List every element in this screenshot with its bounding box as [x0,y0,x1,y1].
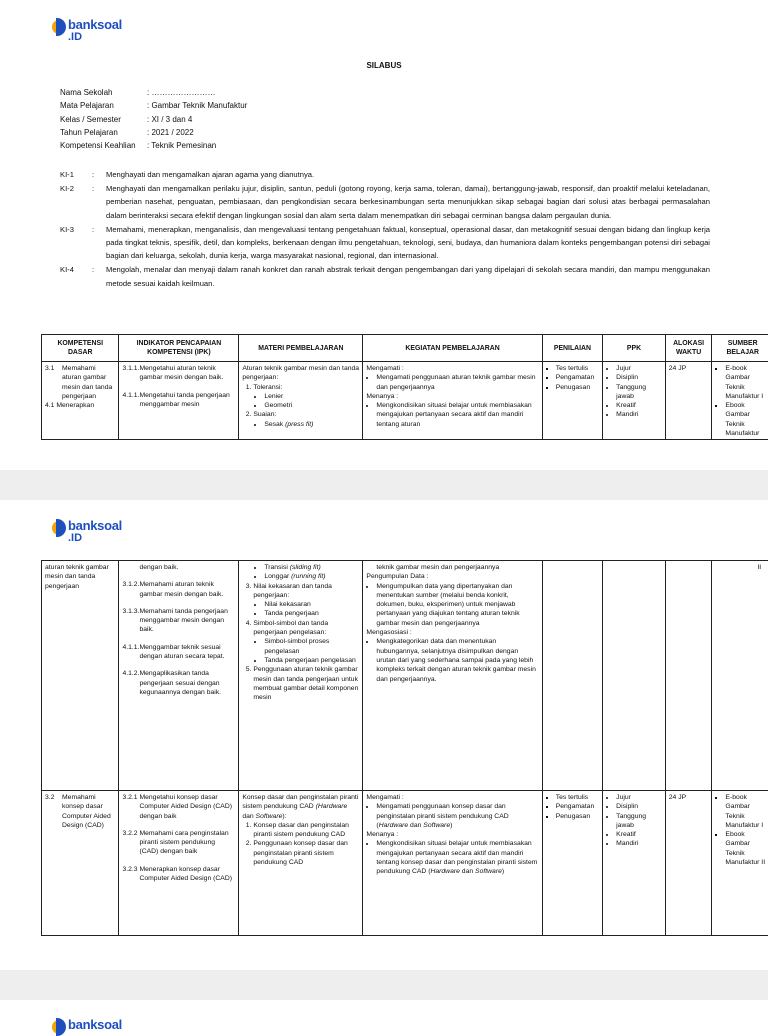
kd-text: Memahami konsep dasar Computer Aided Design (CAD) [62,793,115,830]
ki-code: KI-1 [60,168,92,181]
materi-subitem: • Simbol-simbol proses pengelasan [264,637,359,656]
ipk-number: 4.1.2. [122,669,139,697]
banksoal-logo [52,519,122,544]
header-ppk: PPK [603,335,666,362]
penilaian-item: ▪ Penugasan [556,812,599,821]
materi-item: Suaian: [253,411,276,418]
sumber-item: ▪ E-book Gambar Teknik Manufaktur I [725,793,768,830]
header-sumber: SUMBER BELAJAR [712,335,768,362]
ki-code: KI-2 [60,182,92,222]
materi-item: 5. Penggunaan aturan teknik gambar mesin dan tanda pengerjaan untuk membuat gambar detail komponen mesin [253,665,359,702]
kegiatan-heading: Mengamati : [366,364,538,373]
kegiatan-italic: Hardware [430,868,459,875]
penilaian-item: ▪ Penugasan [556,383,599,392]
materi-subitem-italic: (running fit) [291,573,325,580]
document-page-2 [0,500,768,970]
kegiatan-item: • Mengkategorikan data dan menentukan hubungannya, selanjutnya disimpulkan dengan urutan dari yang sederhana sampai pada yang lebih kompleks terkait dengan aturan teknik gambar mesin dan pengerjaannya. [376,637,538,683]
alokasi-waktu: 24 JP [669,364,709,437]
kegiatan-heading: Mengamati : [366,793,538,802]
materi-intro: Konsep dasar dan penginstalan piranti sistem pendukung CAD [242,794,358,810]
materi-subitem: Transisi [264,564,288,571]
table-row [42,362,768,440]
ppk-item: • Mandiri [616,839,662,848]
syllabus-table [41,334,768,440]
meta-key: Nama Sekolah [60,88,147,97]
ppk-item: • Kreatif [616,401,662,410]
kegiatan-and: dan [408,822,423,829]
sumber-item: ▪ E-book Gambar Teknik Manufaktur I [725,364,768,401]
header-kegiatan: KEGIATAN PEMBELAJARAN [363,335,542,362]
banksoal-logo-icon [52,1018,66,1036]
sumber-item: ▪ Ebook Gambar Teknik Manufaktur [725,401,768,437]
kegiatan-heading: Menanya : [366,392,538,401]
kegiatan-italic: Software [475,868,502,875]
meta-value: : Gambar Teknik Manufaktur [147,101,247,110]
logo-subtext: .ID [68,533,122,544]
meta-value: : Teknik Pemesinan [147,141,216,150]
materi-item: 1. Konsep dasar dan penginstalan piranti sistem pendukung CAD [253,821,359,840]
meta-key: Kompetensi Keahlian [60,141,147,150]
materi-subitem: Sesak [264,421,283,428]
kegiatan-item: • Mengumpulkan data yang dipertanyakan dan menentukan sumber (melalui benda konkrit, dokumen, buku, eksperimen) untuk menjawab pertanyaan yang diajukan tentang aturan teknik gambar mesin dan pengerjaannya [376,582,538,628]
materi-subitem-italic: (press fit) [285,421,313,428]
sumber-item: II [715,563,768,788]
table-row [42,791,768,936]
ipk-text: Memahami cara penginstalan piranti sistem pendukung (CAD) dengan baik [139,829,235,857]
header-penilaian: PENILAIAN [542,335,602,362]
ipk-text: Mengetahui konsep dasar Computer Aided Design (CAD) dengan baik [139,793,235,821]
kegiatan-item: • Mengamati penggunaan aturan teknik gambar mesin dan pengerjaannya [376,373,538,392]
meta-value: : XI / 3 dan 4 [147,115,192,124]
ipk-text: dengan baik. [122,563,235,572]
meta-value: : …………………… [147,88,215,97]
kegiatan-item: Mengkondisikan situasi belajar untuk membiasakan mengajukan pertanyaan secara aktif dan mandiri tentang konsep dasar dan penginstalan piranti sistem pendukung CAD ( [376,840,537,875]
ki-code: KI-4 [60,263,92,289]
materi-item: Simbol-simbol dan tanda pengerjaan pengelasan: [253,620,328,636]
penilaian-item: ▪ Tes tertulis [556,793,599,802]
meta-key: Tahun Pelajaran [60,128,147,137]
ppk-item: • Tanggung jawab [616,383,662,402]
logo-text: banksoal [68,1018,122,1031]
ipk-number: 3.1.1. [122,364,139,383]
ki-text: Menghayati dan mengamalkan ajaran agama yang dianutnya. [106,168,710,181]
ppk-item: • Disiplin [616,373,662,382]
ipk-number: 4.1.1. [122,643,139,662]
meta-key: Mata Pelajaran [60,101,147,110]
meta-key: Kelas / Semester [60,115,147,124]
ipk-text: Mengetahui tanda pengerjaan menggambar mesin [139,391,235,410]
ipk-number: 3.2.3 [122,865,139,884]
materi-item: Toleransi: [253,384,282,391]
page-gap [0,470,768,500]
penilaian-item: ▪ Tes tertulis [556,364,599,373]
kegiatan-heading: Mengasosiasi : [366,628,538,637]
ki-item: KI-4 : Mengolah, menalar dan menyaji dalam ranah konkret dan ranah abstrak terkait dengan pengembangan dari yang dipelajari di sekolah secara mandiri, dan mampu menggunakan metode sesuai kaidah keilmuan. [60,263,710,289]
ipk-number: 3.1.2. [122,580,139,599]
kegiatan-end: ) [450,822,452,829]
penilaian-item: ▪ Pengamatan [556,802,599,811]
penilaian-item: ▪ Pengamatan [556,373,599,382]
kd-text: Memahami aturan gambar mesin dan tanda pengerjaan [62,364,115,401]
header-materi: MATERI PEMBELAJARAN [239,335,363,362]
logo-text: banksoal [68,519,122,532]
banksoal-logo-icon [52,519,66,537]
kd-text: aturan teknik gambar mesin dan tanda pengerjaan [45,563,115,788]
core-competencies [60,168,710,291]
ipk-text: Memahami tanda pengerjaan menggambar mesin dengan baik. [139,607,235,635]
materi-subitem: Longgar [264,573,289,580]
ppk-item: • Tanggung jawab [616,812,662,831]
banksoal-logo [52,1018,122,1036]
table-row [42,561,768,791]
materi-subitem: • Tanda pengerjaan pengelasan [264,656,359,665]
materi-intro-italic: Software [256,813,283,820]
header-waktu: ALOKASI WAKTU [665,335,712,362]
ki-item: KI-1 : Menghayati dan mengamalkan ajaran agama yang dianutnya. [60,168,710,181]
header-ipk: INDIKATOR PENCAPAIAN KOMPETENSI (IPK) [119,335,239,362]
document-page-1 [0,0,768,470]
materi-subitem: • Nilai kekasaran [264,600,359,609]
materi-intro-and: dan [242,813,253,820]
ipk-number: 4.1.1. [122,391,139,410]
identity-block [60,86,247,152]
kd-number: 3.2 [45,793,62,830]
ipk-number: 3.1.3. [122,607,139,635]
ppk-item: • Jujur [616,793,662,802]
kegiatan-item: teknik gambar mesin dan pengerjaannya [366,563,538,572]
ipk-text: Menerapkan konsep dasar Computer Aided Design (CAD) [139,865,235,884]
ki-item: KI-3 : Memahami, menerapkan, menganalisis, dan mengevaluasi tentang pengetahuan faktual, konseptual, operasional dasar, dan metakognitif sesuai dengan bidang dan lingkup kerja pada tingkat teknis, spesifik, detil, dan kompleks, berkenaan dengan ilmu pengetahuan, teknologi, seni, budaya, dan humaniora dalam konteks pengembangan potensi diri sebagai bagian dari keluarga, sekolah, dunia kerja, warga masyarakat nasional, regional, dan internasional. [60,223,710,263]
meta-value: : 2021 / 2022 [147,128,194,137]
materi-subitem: • Tanda pengerjaan [264,609,359,618]
materi-subitem: • Geometri [264,401,359,410]
ipk-number: 3.2.1 [122,793,139,821]
ipk-text: Memahami aturan teknik gambar mesin dengan baik. [139,580,235,599]
materi-intro-end: ): [282,813,286,820]
kegiatan-end: ) [502,868,504,875]
logo-subtext: .ID [68,32,122,43]
document-page-3 [0,1000,768,1024]
materi-subitem: • Lenier [264,392,359,401]
syllabus-table-continued [41,560,768,936]
kegiatan-item: Mengamati penggunaan konsep dasar dan penginstalan piranti sistem pendukung CAD ( [376,803,508,829]
materi-intro: Aturan teknik gambar mesin dan tanda pengerjaan: [242,364,359,383]
ki-text: Mengolah, menalar dan menyaji dalam ranah konkret dan ranah abstrak terkait dengan pengembangan dari yang dipelajari di sekolah secara mandiri, dan mampu menggunakan metode sesuai kaidah keilmuan. [106,263,710,289]
ipk-text: Mengetahui aturan teknik gambar mesin dengan baik. [139,364,235,383]
document-title: SILABUS [0,61,768,70]
header-kd: KOMPETENSI DASAR [42,335,119,362]
logo-text: banksoal [68,18,122,31]
ipk-text: Mengaplikasikan tanda pengerjaan sesuai dengan kegunaannya dengan baik. [139,669,235,697]
ppk-item: • Jujur [616,364,662,373]
materi-subitem-italic: (sliding fit) [290,564,321,571]
ki-code: KI-3 [60,223,92,263]
ppk-item: • Disiplin [616,802,662,811]
ipk-text: Menggambar teknik sesuai dengan aturan secara tepat. [139,643,235,662]
kegiatan-italic: Software [423,822,450,829]
kegiatan-italic: Hardware [379,822,408,829]
kd-number: 3.1 [45,364,62,401]
page-gap [0,970,768,1000]
kegiatan-heading: Pengumpulan Data : [366,572,538,581]
ki-text: Memahami, menerapkan, menganalisis, dan mengevaluasi tentang pengetahuan faktual, konseptual, operasional dasar, dan metakognitif sesuai dengan bidang dan lingkup kerja pada tingkat teknis, spesifik, detil, dan kompleks, berkenaan dengan ilmu pengetahuan, teknologi, seni, budaya, dan humaniora dalam konteks pengembangan potensi diri sebagai bagian dari keluarga, sekolah, dunia kerja, warga masyarakat nasional, regional, dan internasional. [106,223,710,263]
ppk-item: • Mandiri [616,410,662,419]
kegiatan-heading: Menanya : [366,830,538,839]
ipk-number: 3.2.2 [122,829,139,857]
materi-intro-italic: (Hardware [316,803,348,810]
kd-next: 4.1 Menerapkan [45,401,115,410]
materi-item: 2. Penggunaan konsep dasar dan penginstalan piranti sistem pendukung CAD [253,839,359,867]
banksoal-logo-icon [52,18,66,36]
ki-text: Menghayati dan mengamalkan perilaku jujur, disiplin, santun, peduli (gotong royong, kerja sama, toleran, damai), bertanggung-jawab, responsif, dan proaktif melalui keteladanan, pemberian nasehat, penguatan, pembiasaan, dan pengkondisian secara berkesinambungan serta menunjukkan sikap sebagai bagian dari solusi atas berbagai permasalahan dalam berinteraksi secara efektif dengan lingkungan sosial dan alam serta dalam menempatkan diri sebagai cerminan bangsa dalam pergaulan dunia. [106,182,710,222]
kegiatan-item: • Mengkondisikan situasi belajar untuk membiasakan mengajukan pertanyaan secara aktif dan mandiri tentang aturan [376,401,538,429]
sumber-item: ▪ Ebook Gambar Teknik Manufaktur II [725,830,768,867]
ppk-item: • Kreatif [616,830,662,839]
materi-item: Nilai kekasaran dan tanda pengerjaan: [253,583,332,599]
ki-item: KI-2 : Menghayati dan mengamalkan perilaku jujur, disiplin, santun, peduli (gotong royong, kerja sama, toleran, damai), bertanggung-jawab, responsif, dan proaktif melalui keteladanan, pemberian nasehat, penguatan, pembiasaan, dan pengkondisian secara berkesinambungan serta menunjukkan sikap sebagai bagian dari solusi atas berbagai permasalahan dalam berinteraksi secara efektif dengan lingkungan sosial dan alam serta dalam menempatkan diri sebagai cerminan bangsa dalam pergaulan dunia. [60,182,710,222]
banksoal-logo [52,18,122,43]
alokasi-waktu: 24 JP [669,793,709,933]
kegiatan-and: dan [460,868,475,875]
